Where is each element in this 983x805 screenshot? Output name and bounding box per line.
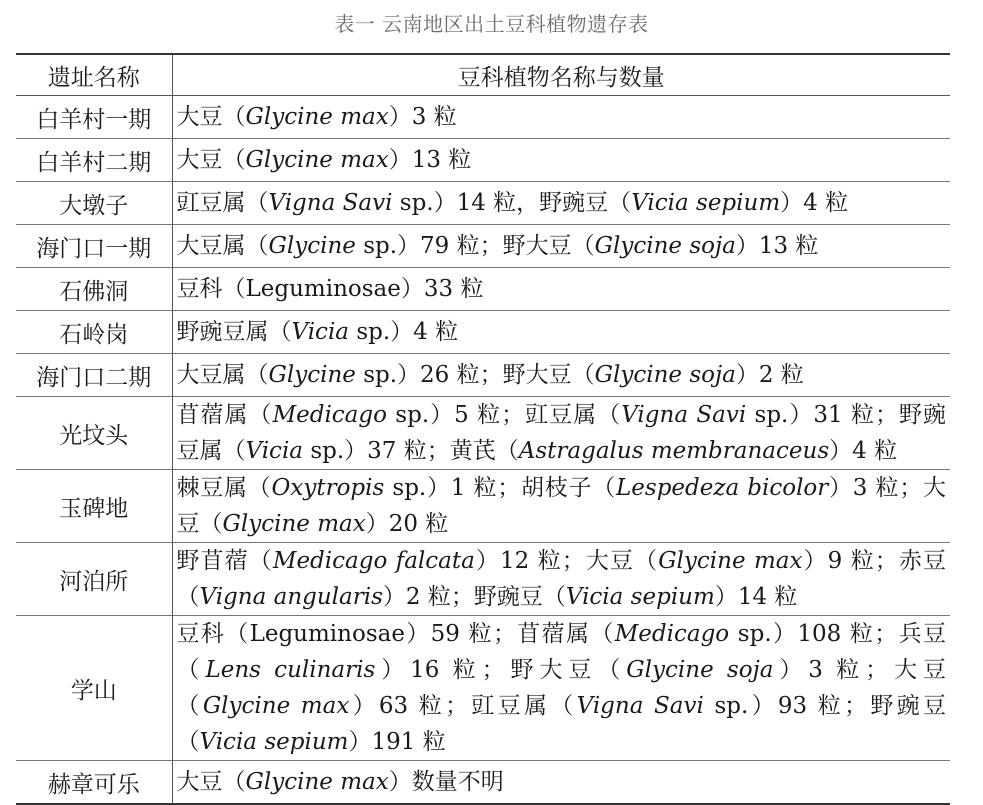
legume-content-cell	[172, 139, 950, 182]
content-text: 大豆（	[176, 147, 246, 173]
content-text: ）13 粒	[388, 147, 472, 173]
table-body	[16, 96, 950, 805]
scientific-name: Glycine max	[245, 769, 389, 795]
content-text: sp.）4 粒	[349, 319, 459, 345]
legume-content-cell	[172, 397, 950, 470]
content-text: ）63 粒；豇豆属（	[349, 693, 577, 719]
site-name-cell: 白羊村一期	[16, 96, 172, 139]
legume-content-cell	[172, 225, 950, 268]
content-text: ）13 粒	[735, 233, 819, 259]
scientific-name: Glycine max	[658, 548, 803, 574]
scientific-name: Vigna angularis	[199, 584, 383, 610]
content-text: 苜蓿属（	[176, 402, 273, 428]
content-text: 大豆（	[176, 104, 246, 130]
scientific-name: Vicia sepium	[631, 190, 781, 216]
content-text: 野苜蓿（	[176, 548, 273, 574]
content-text: ）9 粒；赤豆（	[176, 548, 947, 610]
content-text: ）数量不明	[388, 769, 504, 795]
content-text: 大豆属（	[176, 362, 269, 388]
content-text: ）20 粒	[365, 511, 449, 537]
site-name-cell: 海门口二期	[16, 354, 172, 397]
legume-content-cell	[172, 96, 950, 139]
content-text: ）4 粒	[829, 438, 898, 464]
table-row	[16, 616, 950, 761]
scientific-name: Vigna Savi	[621, 402, 747, 428]
legume-content-cell	[172, 354, 950, 397]
legume-content-cell	[172, 268, 950, 311]
site-name-cell: 石佛洞	[16, 268, 172, 311]
content-text: 豆科（Leguminosae）59 粒；苜蓿属（	[176, 621, 615, 647]
table-row	[16, 311, 950, 354]
content-text: ）16 粒；野大豆（	[375, 657, 627, 683]
header-site-name: 遗址名称	[16, 54, 172, 96]
site-name-cell: 学山	[16, 616, 172, 761]
legume-content-cell	[172, 616, 950, 761]
site-name-cell: 赫章可乐	[16, 761, 172, 805]
site-name-cell: 河泊所	[16, 543, 172, 616]
scientific-name: Glycine max	[222, 511, 366, 537]
content-text: 棘豆属（	[176, 475, 272, 501]
scientific-name: Vigna Savi	[268, 190, 393, 216]
scientific-name: Glycine max	[202, 693, 350, 719]
table-row	[16, 761, 950, 805]
table-row	[16, 470, 950, 543]
content-text: sp.）37 粒；黄芪（	[303, 438, 519, 464]
content-text: 野豌豆属（	[176, 319, 292, 345]
scientific-name: Glycine soja	[594, 233, 736, 259]
content-text: sp.）93 粒；野豌豆（	[176, 693, 946, 755]
content-text: ）2 粒	[735, 362, 804, 388]
legume-content-cell	[172, 761, 950, 805]
table-row	[16, 225, 950, 268]
content-text: 豇豆属（	[176, 190, 269, 216]
table-row	[16, 96, 950, 139]
site-name-cell: 石岭岗	[16, 311, 172, 354]
content-text: sp.）31 粒；野豌豆属（	[176, 402, 947, 464]
scientific-name: Vigna Savi	[576, 693, 704, 719]
scientific-name: Oxytropis	[271, 475, 385, 501]
table-header-row	[16, 54, 950, 96]
site-name-cell: 大墩子	[16, 182, 172, 225]
table-row	[16, 139, 950, 182]
site-name-cell: 玉碑地	[16, 470, 172, 543]
legume-content-cell	[172, 470, 950, 543]
scientific-name: Vicia sepium	[199, 729, 349, 755]
scientific-name: Glycine max	[245, 147, 389, 173]
table-row	[16, 268, 950, 311]
content-text: 大豆属（	[176, 233, 269, 259]
scientific-name: Glycine	[268, 233, 356, 259]
table-row	[16, 354, 950, 397]
content-text: sp.）5 粒；豇豆属（	[386, 402, 622, 428]
scientific-name: Glycine max	[245, 104, 389, 130]
scientific-name: Vicia	[291, 319, 350, 345]
content-text: sp.）26 粒；野大豆（	[355, 362, 595, 388]
content-text: ）4 粒	[780, 190, 849, 216]
content-text: sp.）14 粒，野豌豆（	[392, 190, 632, 216]
scientific-name: Medicago	[272, 402, 387, 428]
site-name-cell: 白羊村二期	[16, 139, 172, 182]
scientific-name: Glycine	[268, 362, 356, 388]
legume-remains-table	[16, 53, 950, 805]
scientific-name: Vicia	[245, 438, 304, 464]
legume-content-cell	[172, 543, 950, 616]
content-text: ）3 粒	[388, 104, 457, 130]
header-legume-content: 豆科植物名称与数量	[457, 64, 665, 91]
scientific-name: Medicago	[614, 621, 730, 647]
content-text: ）3 粒；大豆（	[176, 657, 947, 719]
table-row	[16, 182, 950, 225]
content-text: 大豆（	[176, 769, 246, 795]
content-text: ）191 粒	[348, 729, 446, 755]
scientific-name: Glycine soja	[626, 657, 774, 683]
scientific-name: Glycine soja	[594, 362, 736, 388]
content-text: ）3 粒；大豆（	[176, 475, 946, 537]
table-row	[16, 397, 950, 470]
content-text: sp.）1 粒；胡枝子（	[384, 475, 616, 501]
legume-content-cell	[172, 182, 950, 225]
content-text: sp.）108 粒；兵豆（	[176, 621, 946, 683]
scientific-name: Medicago falcata	[272, 548, 475, 574]
content-text: ）12 粒；大豆（	[474, 548, 659, 574]
scientific-name: Lens culinaris	[205, 657, 376, 683]
content-text: ）2 粒；野豌豆（	[382, 584, 566, 610]
scientific-name: Astragalus membranaceus	[518, 438, 830, 464]
content-text: sp.）79 粒；野大豆（	[355, 233, 595, 259]
site-name-cell: 海门口一期	[16, 225, 172, 268]
content-text: 豆科（Leguminosae）33 粒	[176, 276, 484, 302]
scientific-name: Lespedeza bicolor	[616, 475, 829, 501]
table-row	[16, 543, 950, 616]
content-text: ）14 粒	[714, 584, 798, 610]
legume-content-cell	[172, 311, 950, 354]
site-name-cell: 光坟头	[16, 397, 172, 470]
table-caption: 表一 云南地区出土豆科植物遗存表	[334, 12, 649, 36]
scientific-name: Vicia sepium	[565, 584, 715, 610]
